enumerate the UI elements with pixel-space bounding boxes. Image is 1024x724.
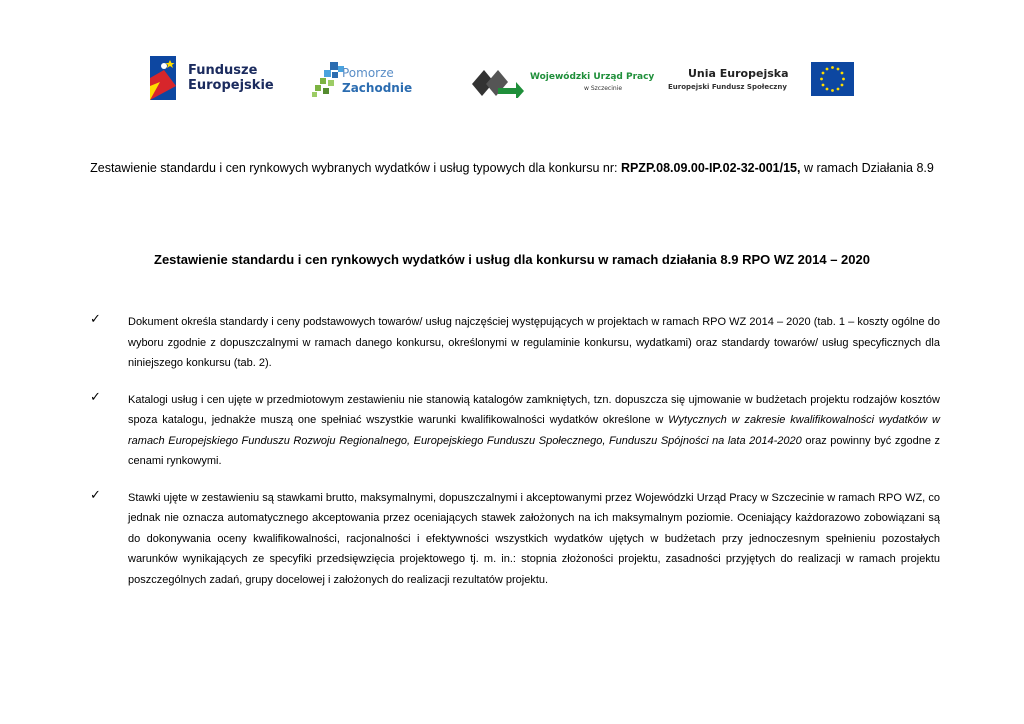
bullet-list [90, 312, 940, 606]
logo-bar [0, 0, 1024, 110]
wup-logo [472, 66, 655, 100]
bullet-2-pre: Katalogi usług i cen ujęte w przedmiotowym zestawieniu nie stanowią katalogów zamkniętych, tzn. dopuszcza się ujmowanie w budżetach projektu rodzajów kosztów spoza katalogu, jednakże muszą one spełniać wszystkie warunki kwalifikowalności wydatków określone w [128, 393, 940, 426]
checkmark-icon: ✓ [90, 487, 101, 503]
header-prefix: Zestawienie standardu i cen rynkowych wybranych wydatków i usług typowych dla konkursu nr: [90, 161, 621, 175]
page-title: Zestawienie standardu i cen rynkowych wydatków i usług dla konkursu w ramach działania 8.9 RPO WZ 2014 – 2020 [154, 252, 870, 267]
list-item [90, 312, 940, 374]
list-item [90, 390, 940, 472]
fundusze-line1: Fundusze [188, 63, 258, 78]
pomorze-line1: Pomorze [342, 66, 394, 80]
document-header [0, 161, 1024, 175]
unia-europejska-logo [666, 62, 856, 98]
header-suffix: w ramach Działania 8.9 [800, 161, 934, 175]
bullet-2-post: oraz powinny być zgodne z cenami rynkowymi. [128, 434, 941, 467]
list-item [90, 488, 940, 591]
ue-line2: Europejski Fundusz Społeczny [668, 83, 787, 91]
bullet-text-3: Stawki ujęte w zestawieniu są stawkami brutto, maksymalnymi, dopuszczalnymi i akceptowanymi przez Wojewódzki Urząd Pracy w Szczecinie w ramach RPO WZ, co jednak nie oznacza automatycznego akceptowania przez oceniających stawek założonych na ich maksymalnym poziomie. Oceniający każdorazowo zobowiązani są do dokonywania oceny kwalifikowalności, racjonalności i efektywności wszystkich wydatków ujętych w budżetach przy jednoczesnym spełnieniu pozostałych warunków wynikających ze specyfiki przedsięwzięcia projektowego tj. m. in.: stopnia złożoności projektu, zasadności przyjętych do realizacji w ramach projektu poszczególnych zadań, grupy docelowej i założonych do realizacji rezultatów projektu. [128, 491, 940, 586]
bullet-text-2 [128, 390, 940, 472]
pomorze-line2: Zachodnie [342, 81, 413, 95]
fundusze-europejskie-logo [150, 56, 274, 100]
wup-emblem-icon [472, 66, 524, 98]
checkmark-icon: ✓ [90, 312, 101, 327]
pomorze-zachodnie-logo [312, 60, 422, 100]
header-competition-code: RPZP.08.09.00-IP.02-32-001/15, [620, 161, 801, 175]
fundusze-line2: Europejskie [188, 78, 274, 93]
checkmark-icon: ✓ [90, 389, 101, 405]
ue-line1: Unia Europejska [688, 67, 789, 80]
eu-flag-icon [811, 62, 854, 96]
wup-line1: Wojewódzki Urząd Pracy [530, 72, 655, 82]
wup-line2: w Szczecinie [584, 85, 623, 92]
bullet-text-1: Dokument określa standardy i ceny podstawowych towarów/ usług najczęściej występujących w projektach w ramach RPO WZ 2014 – 2020 (tab. 1 – koszty ogólne do wyboru zgodnie z dopuszczalnymi w ramach danego konkursu, określonymi w regulaminie konkursu, wydatkami) oraz standardy towarów/ usług specyficznych dla niniejszego konkursu (tab. 2). [128, 316, 940, 369]
bullet-2-guidelines-title: Wytycznych w zakresie kwalifikowalności wydatków w ramach Europejskiego Funduszu Rozwoju Regionalnego, Europejskiego Funduszu Społecznego, Funduszu Spójności na lata 2014-2020 [128, 414, 940, 447]
fundusze-europejskie-emblem-icon [150, 56, 180, 100]
